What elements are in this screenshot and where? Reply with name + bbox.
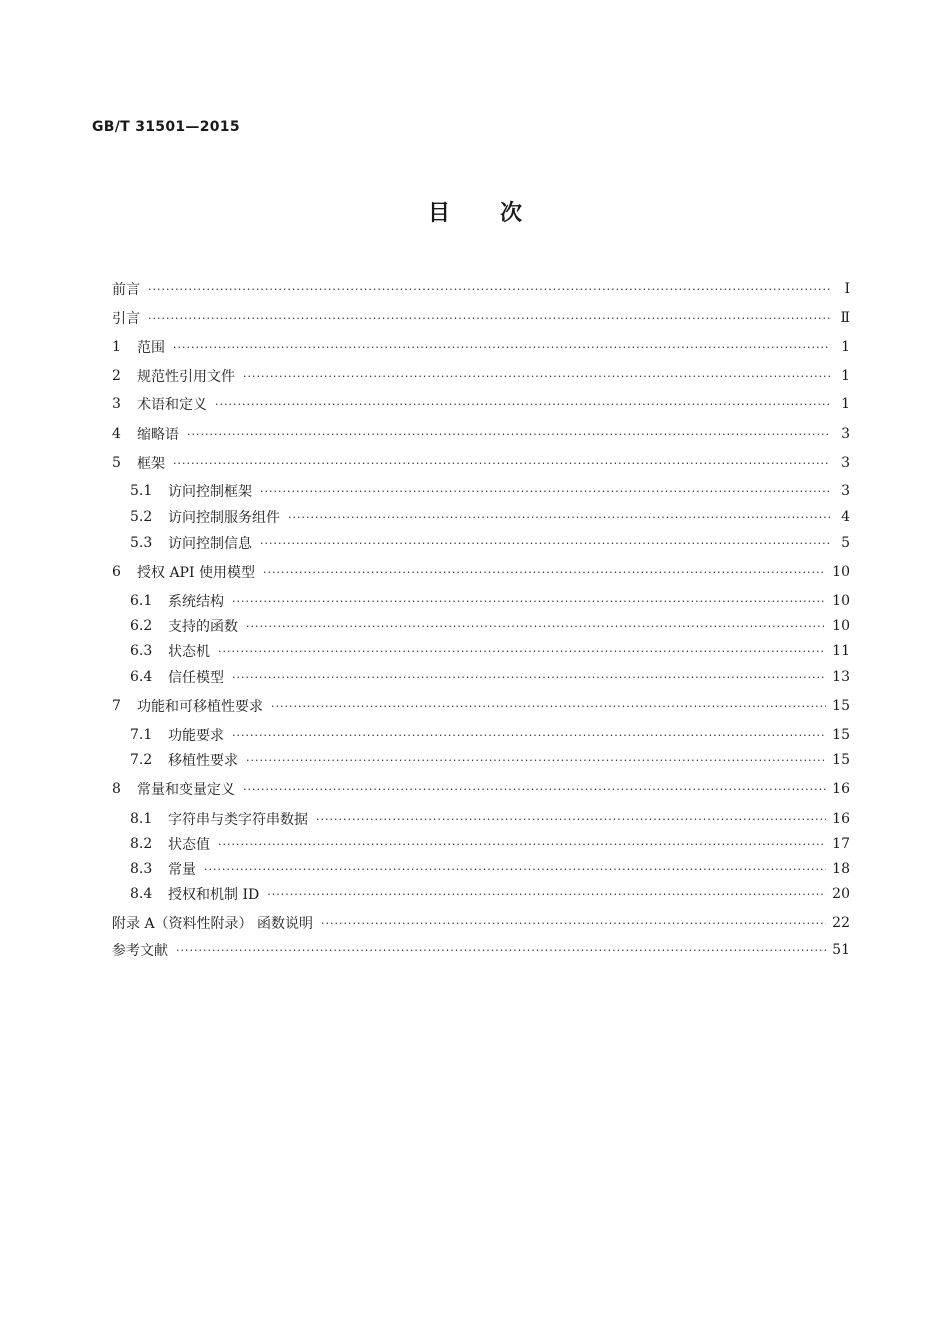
toc-entry-number: 8.2 — [130, 836, 153, 852]
toc-entry-title: 状态值 — [168, 837, 210, 853]
toc-entry-number: 6.2 — [130, 618, 153, 634]
toc-entry[interactable] — [112, 424, 850, 444]
dot-leader — [176, 944, 826, 957]
toc-entry-number: 6 — [112, 564, 121, 580]
dot-leader — [288, 511, 830, 524]
dot-leader — [187, 428, 830, 441]
toc-entry-page: 15 — [832, 698, 850, 714]
dot-leader — [232, 671, 826, 684]
dot-leader — [316, 813, 826, 826]
toc-entry[interactable] — [112, 279, 850, 299]
dot-leader — [260, 537, 830, 550]
toc-entry-title: 系统结构 — [168, 594, 224, 610]
dot-leader — [232, 595, 826, 608]
toc-entry-title: 授权 API 使用模型 — [137, 565, 255, 581]
toc-entry-page: Ⅰ — [844, 281, 850, 297]
toc-entry-title: 常量 — [168, 862, 196, 878]
toc-entry-title: 术语和定义 — [137, 397, 207, 413]
toc-entry-number: 5 — [112, 455, 121, 471]
toc-entry[interactable] — [130, 616, 850, 636]
toc-entry-page: 51 — [832, 942, 850, 958]
dot-leader — [148, 283, 830, 296]
toc-entry-title: 参考文献 — [112, 943, 168, 959]
toc-entry-page: 22 — [832, 915, 850, 931]
toc-entry-page: 15 — [832, 727, 850, 743]
toc-entry-page: 15 — [832, 752, 850, 768]
dot-leader — [173, 341, 830, 354]
dot-leader — [243, 783, 826, 796]
toc-entry-page: Ⅱ — [840, 310, 850, 326]
toc-entry-number: 8 — [112, 781, 121, 797]
toc-entry-title: 访问控制服务组件 — [168, 510, 280, 526]
toc-entry-number: 2 — [112, 368, 121, 384]
toc-entry-number: 8.1 — [130, 811, 153, 827]
toc-entry-number: 7.2 — [130, 752, 153, 768]
toc-entry-page: 10 — [832, 593, 850, 609]
toc-entry-page: 16 — [832, 811, 850, 827]
toc-entry-number: 1 — [112, 339, 121, 355]
toc-entry-number: 6.1 — [130, 593, 153, 609]
toc-entry-number: 7.1 — [130, 727, 153, 743]
toc-entry[interactable] — [112, 308, 850, 328]
toc-entry-title: 功能和可移植性要求 — [137, 699, 263, 715]
dot-leader — [263, 566, 826, 579]
dot-leader — [173, 457, 830, 470]
toc-entry[interactable] — [130, 641, 850, 661]
toc-entry-number: 5.2 — [130, 509, 153, 525]
dot-leader — [246, 754, 826, 767]
toc-entry-title: 移植性要求 — [168, 753, 238, 769]
toc-entry-title: 状态机 — [168, 644, 210, 660]
toc-entry-page: 3 — [841, 455, 850, 471]
toc-entry-title: 引言 — [112, 311, 140, 327]
toc-entry[interactable] — [112, 337, 850, 357]
toc-entry-page: 1 — [841, 368, 850, 384]
toc-entry[interactable] — [130, 834, 850, 854]
toc-entry-title: 支持的函数 — [168, 619, 238, 635]
toc-entry-title: 访问控制框架 — [168, 484, 252, 500]
toc-entry[interactable] — [130, 750, 850, 770]
dot-leader — [267, 888, 826, 901]
dot-leader — [260, 485, 830, 498]
toc-entry-title: 授权和机制 ID — [168, 887, 260, 903]
toc-entry[interactable] — [130, 533, 850, 553]
toc-entry[interactable] — [112, 453, 850, 473]
toc-entry[interactable] — [112, 940, 850, 960]
page-title: 目次 — [427, 200, 572, 226]
toc-entry-title: 前言 — [112, 282, 140, 298]
standard-id: GB/T 31501—2015 — [92, 119, 240, 135]
toc-entry-number: 8.3 — [130, 861, 153, 877]
dot-leader — [243, 370, 830, 383]
toc-entry-page: 17 — [832, 836, 850, 852]
toc-entry-number: 6.3 — [130, 643, 153, 659]
toc-entry-title: 规范性引用文件 — [137, 369, 235, 385]
toc-entry-title: 附录 A（资料性附录） 函数说明 — [112, 916, 314, 932]
toc-entry-page: 3 — [841, 483, 850, 499]
dot-leader — [232, 729, 826, 742]
toc-entry-title: 信任模型 — [168, 670, 224, 686]
toc-entry-page: 20 — [832, 886, 850, 902]
dot-leader — [148, 312, 830, 325]
toc-entry[interactable] — [130, 591, 850, 611]
toc-entry-page: 18 — [832, 861, 850, 877]
toc-entry-title: 字符串与类字符串数据 — [168, 812, 308, 828]
dot-leader — [215, 398, 830, 411]
toc-entry-number: 7 — [112, 698, 121, 714]
toc-entry[interactable] — [130, 481, 850, 501]
toc-entry-number: 6.4 — [130, 669, 153, 685]
dot-leader — [271, 700, 826, 713]
toc-entry-page: 1 — [841, 396, 850, 412]
dot-leader — [218, 838, 826, 851]
dot-leader — [204, 863, 826, 876]
toc-entry[interactable] — [112, 696, 850, 716]
toc-entry[interactable] — [130, 809, 850, 829]
toc-entry[interactable] — [130, 667, 850, 687]
toc-entry-page: 10 — [832, 618, 850, 634]
toc-entry-page: 3 — [841, 426, 850, 442]
toc-entry-number: 5.3 — [130, 535, 153, 551]
toc-entry[interactable] — [112, 913, 850, 933]
toc-entry-number: 3 — [112, 396, 121, 412]
dot-leader — [321, 917, 826, 930]
toc-entry-page: 13 — [832, 669, 850, 685]
toc-entry[interactable] — [130, 859, 850, 879]
dot-leader — [246, 620, 826, 633]
dot-leader — [218, 645, 826, 658]
toc-entry-page: 16 — [832, 781, 850, 797]
toc-entry-number: 4 — [112, 426, 121, 442]
toc-entry-number: 5.1 — [130, 483, 153, 499]
toc-entry-title: 功能要求 — [168, 728, 224, 744]
toc-entry-title: 缩略语 — [137, 427, 179, 443]
toc-entry-title: 范围 — [137, 340, 165, 356]
toc-entry[interactable] — [112, 562, 850, 582]
toc-entry[interactable] — [112, 779, 850, 799]
toc-entry-page: 10 — [832, 564, 850, 580]
toc-entry-page: 5 — [841, 535, 850, 551]
toc-entry-number: 8.4 — [130, 886, 153, 902]
toc-entry[interactable] — [112, 366, 850, 386]
toc-entry[interactable] — [130, 884, 850, 904]
toc-entry[interactable] — [130, 507, 850, 527]
toc-entry-page: 1 — [841, 339, 850, 355]
toc-entry-page: 11 — [832, 643, 850, 659]
toc-entry-title: 框架 — [137, 456, 165, 472]
toc-entry-title: 常量和变量定义 — [137, 782, 235, 798]
toc-entry[interactable] — [130, 725, 850, 745]
toc-entry-title: 访问控制信息 — [168, 536, 252, 552]
toc-entry-page: 4 — [841, 509, 850, 525]
toc-entry[interactable] — [112, 394, 850, 414]
